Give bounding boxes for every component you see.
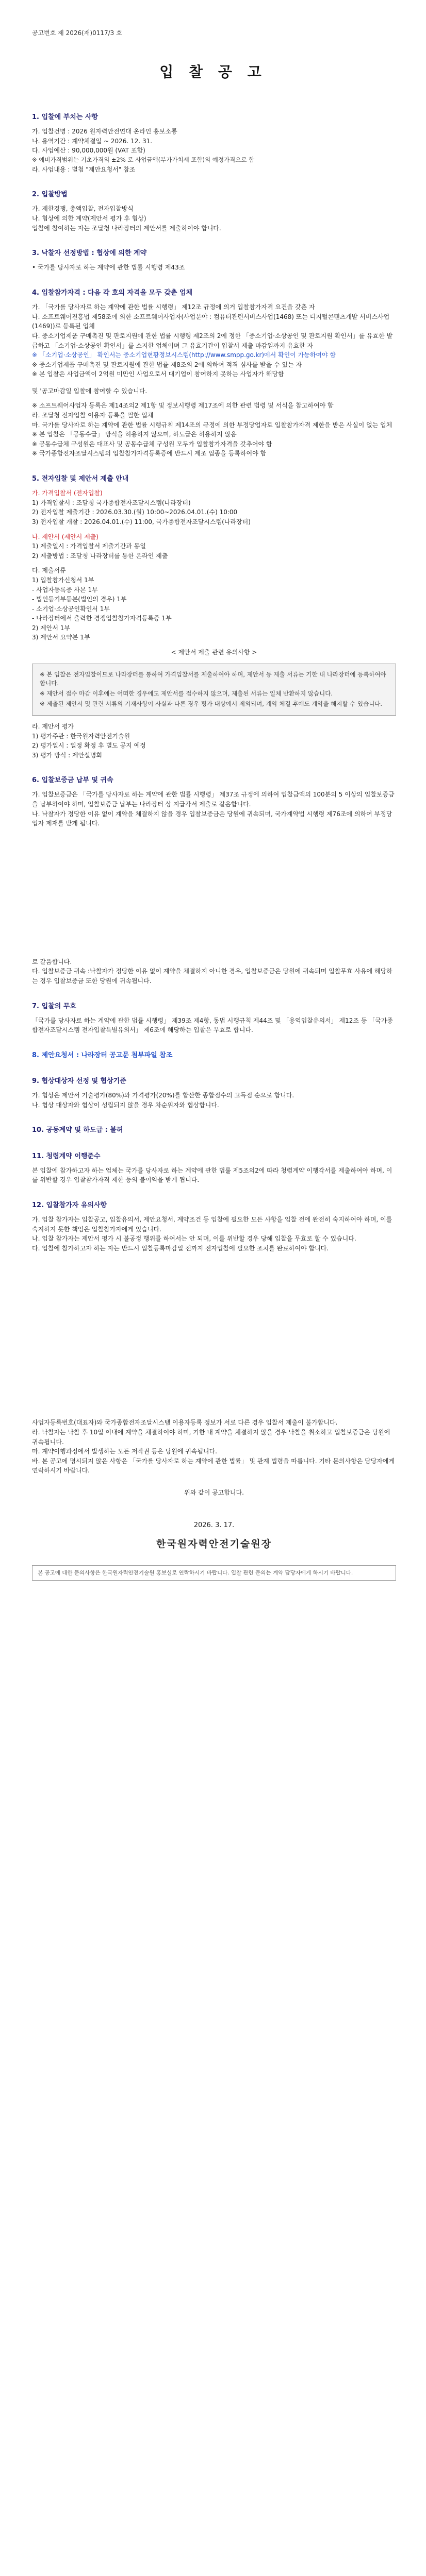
section-line: 다. 사업예산 : 90,000,000원 (VAT 포함) xyxy=(32,147,145,155)
section-line: 1) 제출일시 : 가격입찰서 제출기간과 동일 xyxy=(32,543,146,550)
section-note: ※ 소프트웨어사업자 등록은 제14조의2 제1항 및 정보시행령 제17조에 의한 관련 법령 및 서식을 참고하여야 함 xyxy=(32,402,334,410)
section-line: 다. 입찰보증금 귀속 :낙찰자가 정당한 이유 없이 계약을 체결하지 아니한 경우, 입찰보증금은 당원에 귀속되며 입찰무효 사유에 해당하는 경우 입찰보증금 또한 당원에 귀속됩니다. xyxy=(32,968,392,985)
section-line: 입찰에 참여하는 자는 조달청 나라장터의 제안서를 제출하여야 합니다. xyxy=(32,224,221,232)
section-line: 다. 제출서류 xyxy=(32,567,66,574)
section-title: 10. 공동계약 및 하도급 : 불허 xyxy=(32,1126,123,1134)
section-title: 1. 입찰에 부치는 사항 xyxy=(32,113,99,121)
blank-space xyxy=(32,1253,396,1418)
section-note: ※ 국가종합전자조달시스템의 입찰참가자격등록증에 반드시 제조 업종을 등록하여야 함 xyxy=(32,450,267,457)
section-line: 마. 국가를 당사자로 하는 계약에 관한 법률 시행규칙 제14조의 규정에 의한 부정당업자로 입찰참가자격 제한을 받은 사실이 없는 업체 xyxy=(32,421,392,429)
section-line: 가. 협상은 제안서 기술평가(80%)와 가격평가(20%)를 합산한 종합점수의 고득점 순으로 합니다. xyxy=(32,1092,294,1099)
section-line: 2) 평가일시 : 일정 확정 후 별도 공지 예정 xyxy=(32,742,146,750)
section-line: 나. 입찰 참가자는 제안서 평가 시 불공정 행위를 하여서는 안 되며, 이를 위반할 경우 당해 입찰을 무효로 할 수 있습니다. xyxy=(32,1235,356,1243)
section-line: 나. 제안서 (제안서 제출) xyxy=(32,533,99,540)
section-line: 가. 제한경쟁, 총액입찰, 전자입찰방식 xyxy=(32,205,134,213)
section-title: 4. 입찰참가자격 : 다음 각 호의 자격을 모두 갖춘 업체 xyxy=(32,289,193,297)
section-title: 7. 입찰의 무효 xyxy=(32,1002,76,1010)
section-title: 9. 협상대상자 선정 및 협상기준 xyxy=(32,1077,126,1086)
section-line: 가. 입찰보증금은 「국가를 당사자로 하는 계약에 관한 법률 시행령」 제37조 규정에 의하여 입찰금액의 100분의 5 이상의 입찰보증금을 납부하여야 하며, 입찰보증금 납부는 나라장터 상 지급각서 제출로 갈음합니다. xyxy=(32,791,395,808)
section-line: 가. 「국가를 당사자로 하는 계약에 관한 법률 시행령」 제12조 규정에 의거 입찰참가자격 요건을 갖춘 자 xyxy=(32,303,315,311)
section-title-text: 8. 제안요청서 : 나라장터 공고문 첨부파일 참조 xyxy=(32,1051,173,1059)
doc-item: - 나라장터에서 출력한 경쟁입찰참가자격등록증 1부 xyxy=(32,615,172,622)
section-line: 다. 입찰에 참가하고자 하는 자는 반드시 입찰등록마감일 전까지 전자입찰에 필요한 조치를 완료하여야 합니다. xyxy=(32,1244,329,1252)
section-line: 나. 협상에 의한 계약(제안서 평가 후 협상) xyxy=(32,215,146,223)
section-note: ※ 본 입찰은 「공동수급」 방식을 허용하지 않으며, 하도급은 허용하지 않음 xyxy=(32,431,237,438)
section-line: 2) 제출방법 : 조달청 나라장터를 통한 온라인 제출 xyxy=(32,552,168,560)
section-line: 라. 제안서 평가 xyxy=(32,722,74,730)
section-line: 나. 낙찰자가 정당한 이유 없이 계약을 체결하지 않을 경우 입찰보증금은 당원에 귀속되며, 국가계약법 시행령 제76조에 의하여 부정당업자 제재를 받게 됩니다. xyxy=(32,810,392,827)
section-title: 12. 입찰참가자 유의사항 xyxy=(32,1201,107,1209)
page-title: 입 찰 공 고 xyxy=(159,63,267,80)
section-line: 및 '공고마감일 입찰에 참여할 수 있습니다. xyxy=(32,387,148,395)
section-title: 3. 낙찰자 선정방법 : 협상에 의한 계약 xyxy=(32,249,147,258)
notes-heading: < 제안서 제출 관련 유의사항 > xyxy=(171,649,257,656)
section-line: 1) 가격입찰서 : 조달청 국가종합전자조달시스템(나라장터) xyxy=(32,499,191,506)
section-note: ※ 공동수급체 구성원은 대표사 및 공동수급체 구성원 모두가 입찰참가자격을 갖추어야 함 xyxy=(32,440,272,448)
organization-name: 한국원자력안전기술원장 xyxy=(156,1538,272,1550)
section-line: 2) 전자입찰 제출기간 : 2026.03.30.(월) 10:00~2026.04.01.(수) 10:00 xyxy=(32,509,238,516)
blank-space xyxy=(32,828,396,957)
section-line: 1) 평가주관 : 한국원자력안전기술원 xyxy=(32,732,130,740)
section-note: ※ 본 입찰은 사업금액이 2억원 미만인 사업으로서 대기업이 참여하지 못하는 사업자가 해당함 xyxy=(32,370,284,378)
section-line: 본 입찰에 참가하고자 하는 업체는 국가를 당사자로 하는 계약에 관한 법률 제5조의2에 따라 청렴계약 이행각서를 제출하여야 하며, 이를 위반할 경우 입찰참가자격 제한 등의 불이익을 받게 됩니다. xyxy=(32,1166,392,1184)
section-title xyxy=(32,1050,396,1061)
notice-line: ※ 제출된 제안서 및 관련 서류의 기재사항이 사실과 다른 경우 평가 대상에서 제외되며, 계약 체결 후에도 계약을 해지할 수 있습니다. xyxy=(40,700,383,708)
section-note: ※ 중소기업제품 구매촉진 및 판로지원에 관한 법률 제8조의 2에 의하여 적격 심사를 받을 수 있는 자 xyxy=(32,361,302,368)
closing-statement: 위와 같이 공고합니다. xyxy=(184,1488,244,1496)
footer-notice: 본 공고에 대한 문의사항은 한국원자력안전기술원 홍보실로 연락하시기 바랍니다. 입찰 관련 문의는 계약 담당자에게 하시기 바랍니다. xyxy=(32,1565,396,1581)
section-line: 나. 협상 대상자와 협상이 성립되지 않을 경우 차순위자와 협상합니다. xyxy=(32,1101,219,1109)
section-title: 6. 입찰보증금 납부 및 귀속 xyxy=(32,776,113,785)
announcement-date: 2026. 3. 17. xyxy=(193,1521,235,1529)
section-line: 바. 본 공고에 명시되지 않은 사항은 「국가를 당사자로 하는 계약에 관한 법률」 및 관계 법령을 따릅니다. 기타 문의사항은 담당자에게 연락하시기 바랍니다. xyxy=(32,1457,395,1475)
doc-item: - 법인등기부등본(법인의 경우) 1부 xyxy=(32,596,127,603)
section-line: 라. 낙찰자는 낙찰 후 10일 이내에 계약을 체결하여야 하며, 기한 내 계약을 체결하지 않을 경우 낙찰을 취소하고 입찰보증금은 당원에 귀속됩니다. xyxy=(32,1428,390,1446)
section-title: 2. 입찰방법 xyxy=(32,191,68,199)
announcement-body xyxy=(32,112,396,1581)
doc-item: 3) 제안서 요약본 1부 xyxy=(32,634,90,641)
section-line: 「국가를 당사자로 하는 계약에 관한 법률 시행령」 제39조 제4항, 동법 시행규칙 제44조 및 「용역입찰유의서」 제12조 등 「국가종합전자조달시스템 전자입찰특별유의서」 제6조에 해당하는 입찰은 무효로 합니다. xyxy=(32,1016,393,1034)
section-title: 11. 청렴계약 이행준수 xyxy=(32,1152,101,1160)
doc-item: 2) 제안서 1부 xyxy=(32,624,70,632)
section-line: 사업자등록번호(대표자)와 국가종합전자조달시스템 이용자등록 정보가 서로 다른 경우 입찰서 제출이 불가합니다. xyxy=(32,1419,338,1427)
doc-item: - 사업자등록증 사본 1부 xyxy=(32,586,98,594)
section-line: 나. 용역기간 : 계약체결일 ~ 2026. 12. 31. xyxy=(32,137,153,145)
section-line: 마. 계약이행과정에서 발생하는 모든 저작권 등은 당원에 귀속됩니다. xyxy=(32,1448,217,1455)
section-line: 3) 전자입찰 개찰 : 2026.04.01.(수) 11:00, 국가종합전자조달시스템(나라장터) xyxy=(32,518,251,526)
notice-line: ※ 제안서 접수 마감 이후에는 어떠한 경우에도 제안서를 접수하지 않으며, 제출된 서류는 일체 반환하지 않습니다. xyxy=(40,690,333,698)
section-line: 3) 평가 방식 : 제안설명회 xyxy=(32,751,102,759)
section-line: 가. 가격입찰서 (전자입찰) xyxy=(32,489,103,497)
section-link-note[interactable]: ※ 「소기업·소상공인」 확인서는 중소기업현황정보시스템(http://www.smpp.go.kr)에서 확인이 가능하여야 함 xyxy=(32,351,336,359)
section-line: 나. 소프트웨어진흥법 제58조에 의한 소프트웨어사업자(사업분야 : 컴퓨터관련서비스사업(1468) 또는 디지털콘텐츠개발 서비스사업(1469))로 등록된 업체 xyxy=(32,313,390,330)
section-line: 다. 중소기업제품 구매촉진 및 판로지원에 관한 법률 시행령 제2조의 2에 정한 「중소기업·소상공인 및 판로지원 확인서」를 유효한 발급하고 「소기업·소상공인 확인서」를 소지한 업체이며 그 유효기간이 입찰서 제출 마감일까지 유효한 자 xyxy=(32,332,393,349)
section-line: 로 갈음합니다. xyxy=(32,958,72,965)
section-line: 가. 입찰건명 : 2026 원자력안전연대 온라인 홍보소통 xyxy=(32,128,177,135)
section-title: 5. 전자입찰 및 제안서 제출 안내 xyxy=(32,475,129,483)
notice-line: ※ 본 입찰은 전자입찰이므로 나라장터를 통하여 가격입찰서를 제출하여야 하며, 제안서 등 제출 서류는 기한 내 나라장터에 등록하여야 합니다. xyxy=(40,670,386,687)
announcement-number: 공고번호 제 2026(재)0117/3 호 xyxy=(32,29,122,37)
doc-item: 1) 입찰참가신청서 1부 xyxy=(32,576,94,584)
section-line: 가. 입찰 참가자는 입찰공고, 입찰유의서, 제안요청서, 계약조건 등 입찰에 필요한 모든 사항을 입찰 전에 완전히 숙지하여야 하며, 이를 숙지하지 못한 책임은 입찰참가자에게 있습니다. xyxy=(32,1216,392,1233)
section-line: 라. 조달청 전자입찰 이용자 등록을 필한 업체 xyxy=(32,412,154,419)
doc-item: - 소기업·소상공인확인서 1부 xyxy=(32,605,110,613)
section-line: 라. 사업내용 : 별첨 "제안요청서" 참조 xyxy=(32,165,136,173)
notice-box xyxy=(32,664,396,716)
section-note: ※ 예비가격범위는 기초가격의 ±2% 로 사업금액(부가가치세 포함)의 예정가격으로 함 xyxy=(32,156,255,163)
section-line: • 국가를 당사자로 하는 계약에 관한 법률 시행령 제43조 xyxy=(32,264,185,272)
